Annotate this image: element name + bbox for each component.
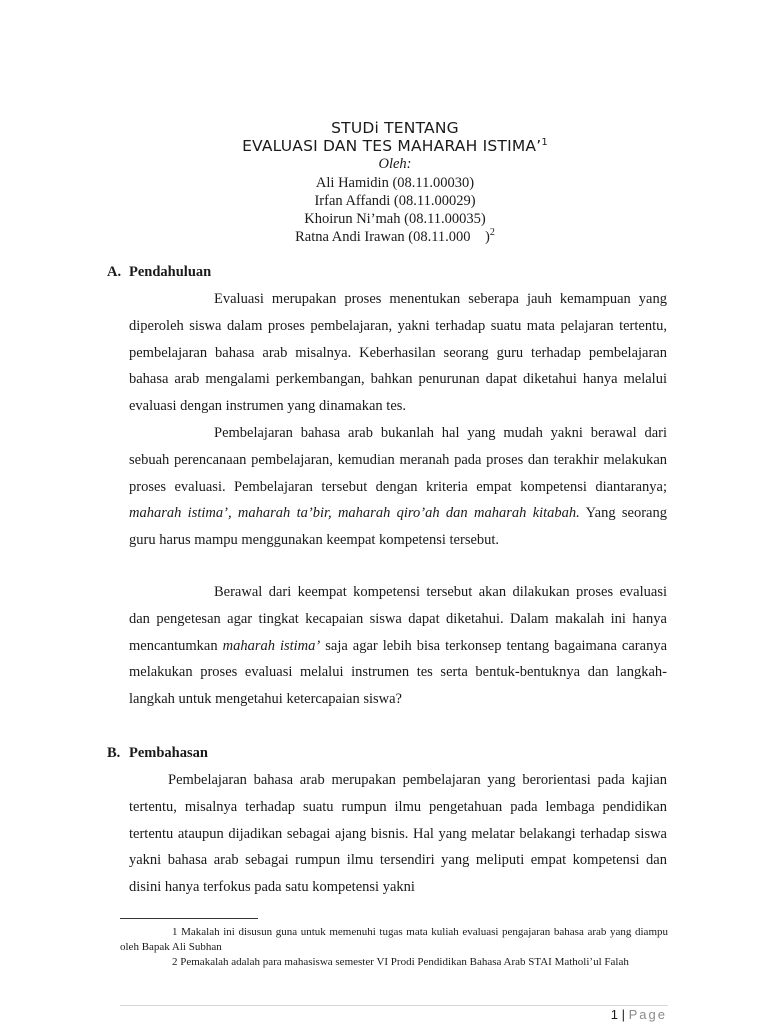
page-word: Page (628, 1007, 667, 1022)
author-line: Khoirun Ni’mah (08.11.00035) (304, 211, 486, 227)
author-line: Ali Hamidin (08.11.00030) (315, 175, 475, 191)
section-a-paragraph-2 (129, 420, 667, 554)
p2-italic-terms: maharah istima’, maharah ta’bir, maharah qiro’ah dan maharah kitabah. (129, 505, 580, 522)
author-line: Irfan Affandi (08.11.00029) (314, 193, 476, 209)
section-a-paragraph-1: Evaluasi merupakan proses menentukan seberapa jauh kemampuan yang diperoleh siswa dalam proses pembelajaran, yakni terhadap suatu mata pelajaran tertentu, pembelajaran bahasa arab misalnya. Keberhasilan seorang guru terhadap pembelajaran bahasa arab mengalami perkembangan, bahkan penurunan dapat diketahui hanya melalui evaluasi dengan instrumen yang dinamakan tes. (129, 291, 667, 415)
footnote-2: 2 Pemakalah adalah para mahasiswa semester VI Prodi Pendidikan Bahasa Arab STAI Matholi’ul Falah (172, 956, 629, 968)
title-line1-text: STUDi TENTANG (331, 119, 459, 137)
footnote-ref-2[interactable]: 2 (489, 227, 495, 239)
footer-separator (120, 1005, 668, 1006)
p3-text-1: Berawal dari keempat kompetensi tersebut akan dilakukan proses evaluasi dan pengetesan agar tingkat kecapaian siswa dapat diketahui. Dalam makalah ini hanya mencantumkan (129, 584, 667, 654)
title-line2-text: EVALUASI DAN TES MAHARAH ISTIMA’ (242, 137, 542, 155)
footnote-1: 1 Makalah ini disusun guna untuk memenuhi tugas mata kuliah evaluasi pengajaran bahasa arab yang diampu oleh Bapak Ali Subhan (120, 926, 668, 953)
footnote-separator (120, 918, 258, 919)
p2-text-1: Pembelajaran bahasa arab bukanlah hal yang mudah yakni berawal dari sebuah perencanaan pembelajaran, kemudian meranah pada proses dan terakhir melakukan proses evaluasi. Pembelajaran tersebut dengan kriteria empat kompetensi diantaranya; (129, 425, 667, 495)
section-a-heading (107, 264, 211, 281)
author-text: Ratna Andi Irawan (08.11.000 ) (295, 229, 490, 245)
byline-label: Oleh: (378, 156, 412, 172)
p3-italic-term: maharah istima’ (222, 637, 321, 654)
section-a-letter: A. (107, 264, 122, 280)
author-line-last (0, 229, 768, 246)
section-b-title: Pembahasan (129, 745, 208, 761)
p3-text-2: saja agar lebih bisa terkonsep tentang bagaimana caranya melakukan proses evaluasi melalui instrumen tes serta bentuk-bentuknya dan langkah-langkah untuk mengetahui ketercapaian siswa? (129, 637, 668, 708)
page-number: 1 (610, 1007, 618, 1022)
footnote-ref-1[interactable]: 1 (541, 136, 548, 148)
p2-text-2: Yang seorang guru harus mampu menggunakan keempat kompetensi tersebut. (129, 505, 667, 549)
section-b-heading (107, 745, 208, 762)
document-title-line1 (0, 119, 768, 137)
page-separator: | (621, 1007, 625, 1022)
section-a-title: Pendahuluan (129, 264, 212, 280)
page-footer (611, 1007, 667, 1022)
section-a-paragraph-3 (129, 579, 667, 713)
section-b-paragraph-1: Pembelajaran bahasa arab merupakan pembelajaran yang berorientasi pada kajian tertentu, misalnya terhadap suatu rumpun ilmu pengetahuan pada lembaga pendidikan tertentu ataupun dijadikan sebagai ajang bisnis. Hal yang melatar belakangi terhadap siswa yakni bahasa arab sebagai rumpun ilmu tersendiri yang meliputi empat kompetensi dan disini hanya terfokus pada satu kompetensi yakni (129, 772, 667, 896)
section-b-letter: B. (107, 745, 121, 761)
document-title-line2 (0, 137, 768, 155)
